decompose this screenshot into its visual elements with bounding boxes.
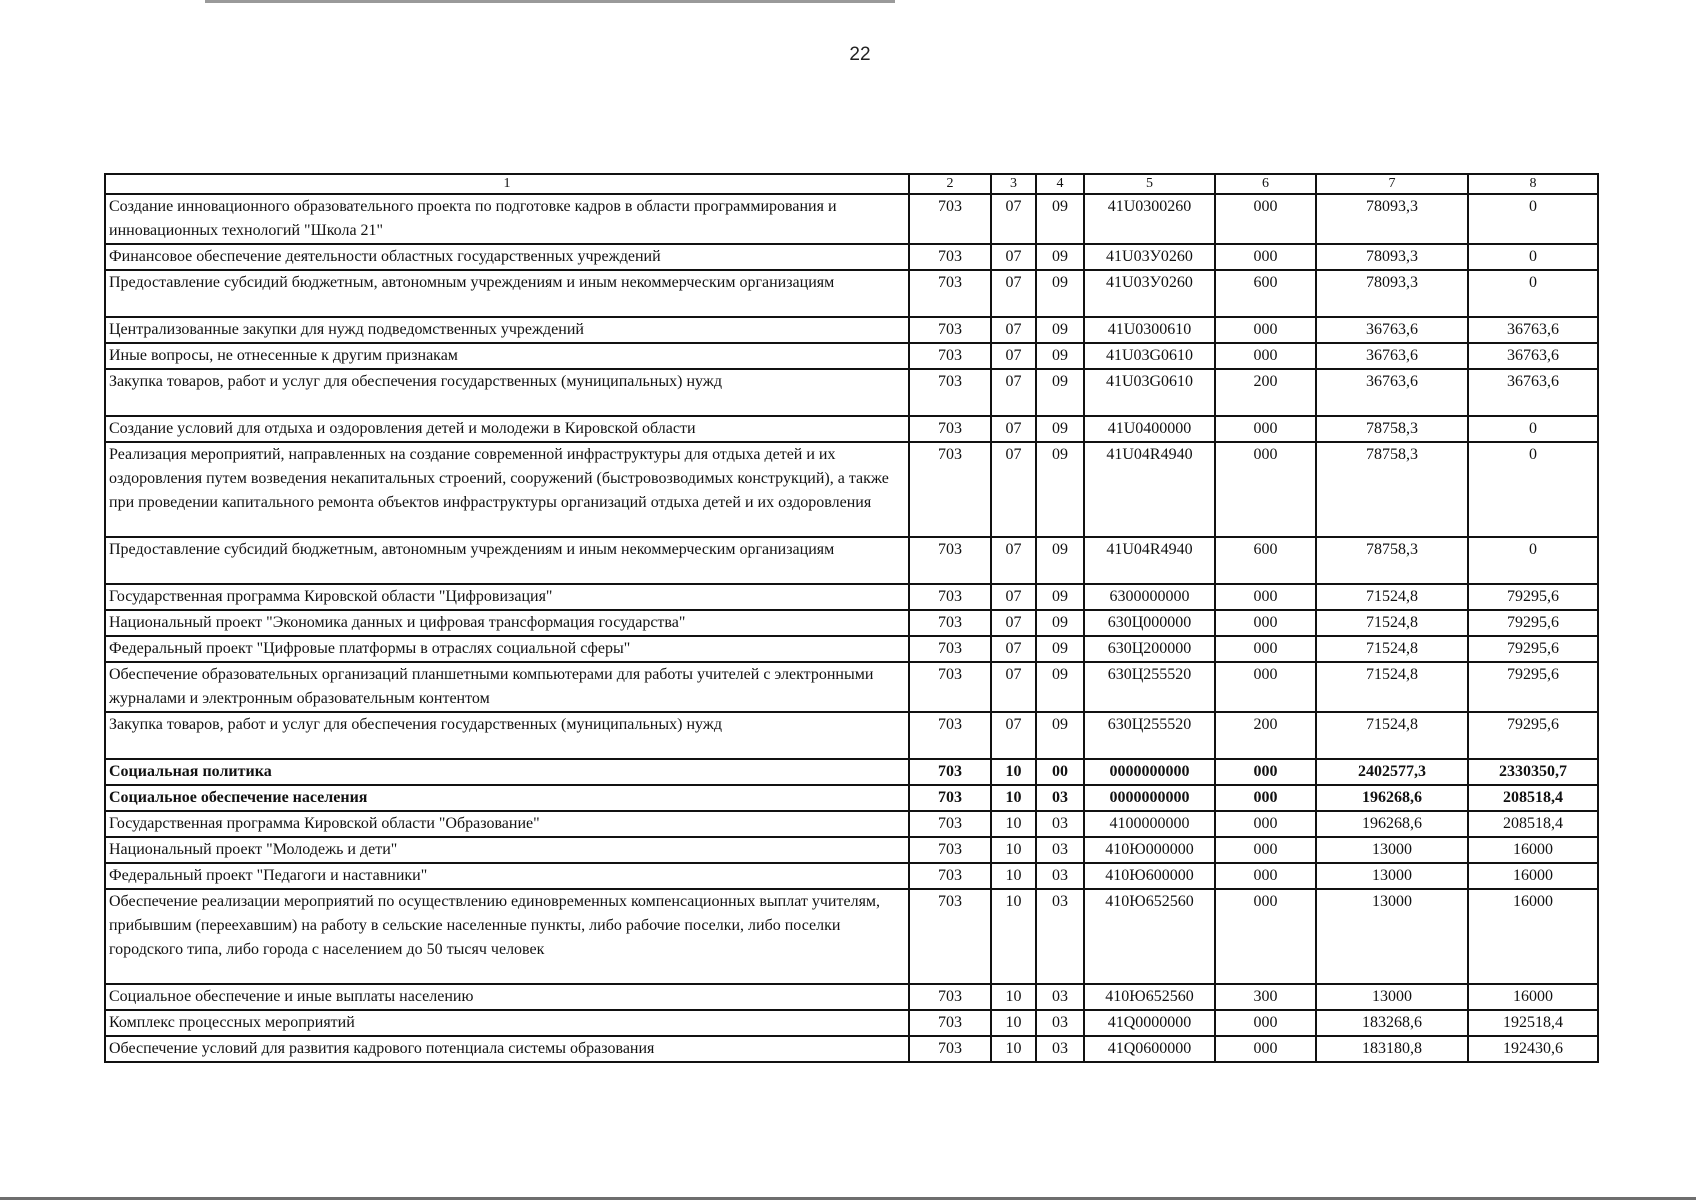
code-col-6: 000 xyxy=(1215,244,1316,270)
amount-col-8: 192518,4 xyxy=(1468,1010,1598,1036)
table-row xyxy=(105,416,1598,442)
table-row xyxy=(105,785,1598,811)
code-col-6: 000 xyxy=(1215,863,1316,889)
amount-col-7: 71524,8 xyxy=(1316,712,1468,759)
code-col-3: 10 xyxy=(991,785,1036,811)
column-number: 2 xyxy=(909,174,991,194)
code-col-4: 03 xyxy=(1036,1010,1084,1036)
code-col-2: 703 xyxy=(909,194,991,244)
amount-col-7: 71524,8 xyxy=(1316,662,1468,712)
table-row xyxy=(105,811,1598,837)
amount-col-8: 0 xyxy=(1468,442,1598,537)
page-number: 22 xyxy=(849,44,871,65)
code-col-2: 703 xyxy=(909,317,991,343)
code-col-2: 703 xyxy=(909,984,991,1010)
row-description: Социальное обеспечение и иные выплаты населению xyxy=(105,984,909,1010)
table-row xyxy=(105,889,1598,984)
code-col-5: 41U0300610 xyxy=(1084,317,1215,343)
amount-col-8: 79295,6 xyxy=(1468,662,1598,712)
column-number: 6 xyxy=(1215,174,1316,194)
table-row xyxy=(105,442,1598,537)
code-col-4: 09 xyxy=(1036,244,1084,270)
code-col-6: 600 xyxy=(1215,537,1316,584)
code-col-2: 703 xyxy=(909,785,991,811)
code-col-4: 09 xyxy=(1036,270,1084,317)
code-col-6: 000 xyxy=(1215,343,1316,369)
row-description: Федеральный проект "Педагоги и наставники" xyxy=(105,863,909,889)
amount-col-7: 78093,3 xyxy=(1316,270,1468,317)
amount-col-7: 36763,6 xyxy=(1316,369,1468,416)
budget-table xyxy=(104,173,1599,1063)
code-col-2: 703 xyxy=(909,863,991,889)
row-description: Национальный проект "Экономика данных и цифровая трансформация государства" xyxy=(105,610,909,636)
amount-col-8: 16000 xyxy=(1468,863,1598,889)
amount-col-8: 36763,6 xyxy=(1468,369,1598,416)
row-description: Социальная политика xyxy=(105,759,909,785)
code-col-3: 07 xyxy=(991,537,1036,584)
code-col-3: 10 xyxy=(991,1036,1036,1062)
table-row xyxy=(105,662,1598,712)
row-description: Федеральный проект "Цифровые платформы в отраслях социальной сферы" xyxy=(105,636,909,662)
amount-col-7: 78758,3 xyxy=(1316,442,1468,537)
amount-col-7: 71524,8 xyxy=(1316,610,1468,636)
code-col-6: 000 xyxy=(1215,889,1316,984)
amount-col-7: 71524,8 xyxy=(1316,584,1468,610)
code-col-5: 41U03G0610 xyxy=(1084,369,1215,416)
row-description: Обеспечение условий для развития кадрового потенциала системы образования xyxy=(105,1036,909,1062)
amount-col-7: 2402577,3 xyxy=(1316,759,1468,785)
amount-col-8: 16000 xyxy=(1468,889,1598,984)
table-row xyxy=(105,317,1598,343)
code-col-3: 07 xyxy=(991,442,1036,537)
table-row xyxy=(105,1010,1598,1036)
amount-col-8: 79295,6 xyxy=(1468,636,1598,662)
amount-col-7: 13000 xyxy=(1316,837,1468,863)
code-col-2: 703 xyxy=(909,537,991,584)
code-col-5: 630Ц200000 xyxy=(1084,636,1215,662)
code-col-6: 000 xyxy=(1215,636,1316,662)
code-col-3: 10 xyxy=(991,984,1036,1010)
code-col-3: 07 xyxy=(991,194,1036,244)
code-col-4: 09 xyxy=(1036,662,1084,712)
code-col-2: 703 xyxy=(909,343,991,369)
code-col-5: 41Q0000000 xyxy=(1084,1010,1215,1036)
code-col-3: 10 xyxy=(991,863,1036,889)
column-number: 1 xyxy=(105,174,909,194)
amount-col-7: 183180,8 xyxy=(1316,1036,1468,1062)
code-col-2: 703 xyxy=(909,610,991,636)
code-col-6: 000 xyxy=(1215,194,1316,244)
code-col-4: 03 xyxy=(1036,1036,1084,1062)
amount-col-8: 16000 xyxy=(1468,984,1598,1010)
table-body xyxy=(105,194,1598,1062)
code-col-3: 07 xyxy=(991,584,1036,610)
code-col-2: 703 xyxy=(909,837,991,863)
code-col-6: 000 xyxy=(1215,811,1316,837)
amount-col-8: 0 xyxy=(1468,537,1598,584)
code-col-2: 703 xyxy=(909,712,991,759)
code-col-3: 10 xyxy=(991,811,1036,837)
code-col-2: 703 xyxy=(909,662,991,712)
column-number: 5 xyxy=(1084,174,1215,194)
column-number-row xyxy=(105,174,1598,194)
code-col-4: 09 xyxy=(1036,712,1084,759)
code-col-4: 09 xyxy=(1036,537,1084,584)
amount-col-7: 71524,8 xyxy=(1316,636,1468,662)
code-col-2: 703 xyxy=(909,244,991,270)
code-col-2: 703 xyxy=(909,1010,991,1036)
table-row xyxy=(105,759,1598,785)
code-col-6: 200 xyxy=(1215,369,1316,416)
code-col-5: 630Ц255520 xyxy=(1084,662,1215,712)
code-col-3: 07 xyxy=(991,369,1036,416)
code-col-4: 09 xyxy=(1036,636,1084,662)
table-row xyxy=(105,1036,1598,1062)
code-col-5: 410Ю652560 xyxy=(1084,984,1215,1010)
code-col-5: 410Ю600000 xyxy=(1084,863,1215,889)
amount-col-7: 36763,6 xyxy=(1316,343,1468,369)
amount-col-8: 79295,6 xyxy=(1468,610,1598,636)
row-description: Социальное обеспечение населения xyxy=(105,785,909,811)
code-col-4: 03 xyxy=(1036,837,1084,863)
row-description: Обеспечение образовательных организаций планшетными компьютерами для работы учителей с электронными журналами и электронным образовательным контентом xyxy=(105,662,909,712)
code-col-4: 03 xyxy=(1036,811,1084,837)
code-col-5: 41U0400000 xyxy=(1084,416,1215,442)
code-col-3: 10 xyxy=(991,759,1036,785)
code-col-5: 41U03У0260 xyxy=(1084,244,1215,270)
table-row xyxy=(105,194,1598,244)
row-description: Закупка товаров, работ и услуг для обеспечения государственных (муниципальных) нужд xyxy=(105,712,909,759)
table-row xyxy=(105,863,1598,889)
code-col-5: 41U03У0260 xyxy=(1084,270,1215,317)
code-col-6: 000 xyxy=(1215,610,1316,636)
amount-col-8: 0 xyxy=(1468,270,1598,317)
amount-col-8: 36763,6 xyxy=(1468,317,1598,343)
amount-col-7: 78093,3 xyxy=(1316,244,1468,270)
code-col-5: 41Q0600000 xyxy=(1084,1036,1215,1062)
amount-col-7: 36763,6 xyxy=(1316,317,1468,343)
code-col-5: 410Ю000000 xyxy=(1084,837,1215,863)
code-col-2: 703 xyxy=(909,369,991,416)
amount-col-7: 196268,6 xyxy=(1316,811,1468,837)
column-number: 7 xyxy=(1316,174,1468,194)
table-row xyxy=(105,343,1598,369)
column-number: 4 xyxy=(1036,174,1084,194)
code-col-6: 000 xyxy=(1215,662,1316,712)
row-description: Предоставление субсидий бюджетным, автономным учреждениям и иным некоммерческим организациям xyxy=(105,270,909,317)
code-col-4: 03 xyxy=(1036,785,1084,811)
code-col-2: 703 xyxy=(909,636,991,662)
amount-col-8: 208518,4 xyxy=(1468,811,1598,837)
code-col-6: 000 xyxy=(1215,785,1316,811)
row-description: Национальный проект "Молодежь и дети" xyxy=(105,837,909,863)
code-col-4: 09 xyxy=(1036,369,1084,416)
amount-col-7: 13000 xyxy=(1316,863,1468,889)
code-col-3: 10 xyxy=(991,889,1036,984)
amount-col-8: 0 xyxy=(1468,194,1598,244)
code-col-6: 000 xyxy=(1215,837,1316,863)
code-col-3: 07 xyxy=(991,636,1036,662)
code-col-4: 03 xyxy=(1036,889,1084,984)
code-col-5: 4100000000 xyxy=(1084,811,1215,837)
table-row xyxy=(105,537,1598,584)
amount-col-8: 192430,6 xyxy=(1468,1036,1598,1062)
code-col-3: 07 xyxy=(991,317,1036,343)
code-col-6: 000 xyxy=(1215,584,1316,610)
row-description: Обеспечение реализации мероприятий по осуществлению единовременных компенсационных выплат учителям, прибывшим (переехавшим) на работу в сельские населенные пункты, либо рабочие поселки, либо поселки городского типа, либо города с населением до 50 тысяч человек xyxy=(105,889,909,984)
amount-col-8: 2330350,7 xyxy=(1468,759,1598,785)
row-description: Государственная программа Кировской области "Цифровизация" xyxy=(105,584,909,610)
code-col-2: 703 xyxy=(909,759,991,785)
row-description: Создание инновационного образовательного проекта по подготовке кадров в области программирования и инновационных технологий "Школа 21" xyxy=(105,194,909,244)
code-col-6: 000 xyxy=(1215,317,1316,343)
code-col-6: 000 xyxy=(1215,759,1316,785)
code-col-6: 000 xyxy=(1215,442,1316,537)
code-col-5: 41U04R4940 xyxy=(1084,537,1215,584)
column-number: 3 xyxy=(991,174,1036,194)
scan-top-rule xyxy=(205,0,895,3)
amount-col-7: 78093,3 xyxy=(1316,194,1468,244)
code-col-3: 07 xyxy=(991,712,1036,759)
code-col-3: 10 xyxy=(991,1010,1036,1036)
row-description: Реализация мероприятий, направленных на создание современной инфраструктуры для отдыха детей и их оздоровления путем возведения некапитальных строений, сооружений (быстровозводимых конструкций), а также при проведении капитального ремонта объектов инфраструктуры организаций отдыха детей и их оздоровления xyxy=(105,442,909,537)
code-col-2: 703 xyxy=(909,270,991,317)
row-description: Создание условий для отдыха и оздоровления детей и молодежи в Кировской области xyxy=(105,416,909,442)
row-description: Государственная программа Кировской области "Образование" xyxy=(105,811,909,837)
amount-col-8: 0 xyxy=(1468,244,1598,270)
amount-col-8: 0 xyxy=(1468,416,1598,442)
table-row xyxy=(105,636,1598,662)
row-description: Финансовое обеспечение деятельности областных государственных учреждений xyxy=(105,244,909,270)
amount-col-8: 79295,6 xyxy=(1468,712,1598,759)
code-col-3: 07 xyxy=(991,610,1036,636)
code-col-4: 09 xyxy=(1036,194,1084,244)
code-col-5: 630Ц255520 xyxy=(1084,712,1215,759)
code-col-6: 200 xyxy=(1215,712,1316,759)
code-col-5: 410Ю652560 xyxy=(1084,889,1215,984)
code-col-5: 0000000000 xyxy=(1084,785,1215,811)
amount-col-7: 78758,3 xyxy=(1316,416,1468,442)
amount-col-8: 79295,6 xyxy=(1468,584,1598,610)
code-col-5: 41U0300260 xyxy=(1084,194,1215,244)
code-col-2: 703 xyxy=(909,1036,991,1062)
row-description: Предоставление субсидий бюджетным, автономным учреждениям и иным некоммерческим организациям xyxy=(105,537,909,584)
code-col-5: 41U03G0610 xyxy=(1084,343,1215,369)
code-col-2: 703 xyxy=(909,584,991,610)
code-col-3: 07 xyxy=(991,244,1036,270)
table-row xyxy=(105,584,1598,610)
code-col-5: 41U04R4940 xyxy=(1084,442,1215,537)
table-row xyxy=(105,712,1598,759)
code-col-4: 00 xyxy=(1036,759,1084,785)
code-col-4: 09 xyxy=(1036,343,1084,369)
code-col-4: 09 xyxy=(1036,442,1084,537)
code-col-6: 300 xyxy=(1215,984,1316,1010)
code-col-6: 000 xyxy=(1215,1036,1316,1062)
code-col-3: 07 xyxy=(991,343,1036,369)
amount-col-7: 78758,3 xyxy=(1316,537,1468,584)
table-row xyxy=(105,837,1598,863)
amount-col-8: 36763,6 xyxy=(1468,343,1598,369)
code-col-4: 09 xyxy=(1036,416,1084,442)
code-col-2: 703 xyxy=(909,442,991,537)
row-description: Закупка товаров, работ и услуг для обеспечения государственных (муниципальных) нужд xyxy=(105,369,909,416)
row-description: Иные вопросы, не отнесенные к другим признакам xyxy=(105,343,909,369)
table-row xyxy=(105,610,1598,636)
amount-col-7: 13000 xyxy=(1316,984,1468,1010)
table-row xyxy=(105,984,1598,1010)
row-description: Централизованные закупки для нужд подведомственных учреждений xyxy=(105,317,909,343)
code-col-2: 703 xyxy=(909,416,991,442)
table-row xyxy=(105,369,1598,416)
code-col-4: 09 xyxy=(1036,317,1084,343)
column-number: 8 xyxy=(1468,174,1598,194)
table-row xyxy=(105,244,1598,270)
code-col-4: 09 xyxy=(1036,610,1084,636)
code-col-2: 703 xyxy=(909,889,991,984)
code-col-3: 07 xyxy=(991,662,1036,712)
code-col-5: 0000000000 xyxy=(1084,759,1215,785)
amount-col-8: 16000 xyxy=(1468,837,1598,863)
amount-col-7: 183268,6 xyxy=(1316,1010,1468,1036)
code-col-4: 09 xyxy=(1036,584,1084,610)
code-col-5: 6300000000 xyxy=(1084,584,1215,610)
code-col-6: 000 xyxy=(1215,416,1316,442)
code-col-2: 703 xyxy=(909,811,991,837)
code-col-4: 03 xyxy=(1036,984,1084,1010)
code-col-3: 07 xyxy=(991,270,1036,317)
table-row xyxy=(105,270,1598,317)
code-col-5: 630Ц000000 xyxy=(1084,610,1215,636)
code-col-3: 07 xyxy=(991,416,1036,442)
code-col-6: 000 xyxy=(1215,1010,1316,1036)
code-col-3: 10 xyxy=(991,837,1036,863)
amount-col-7: 196268,6 xyxy=(1316,785,1468,811)
code-col-6: 600 xyxy=(1215,270,1316,317)
amount-col-8: 208518,4 xyxy=(1468,785,1598,811)
code-col-4: 03 xyxy=(1036,863,1084,889)
amount-col-7: 13000 xyxy=(1316,889,1468,984)
row-description: Комплекс процессных мероприятий xyxy=(105,1010,909,1036)
